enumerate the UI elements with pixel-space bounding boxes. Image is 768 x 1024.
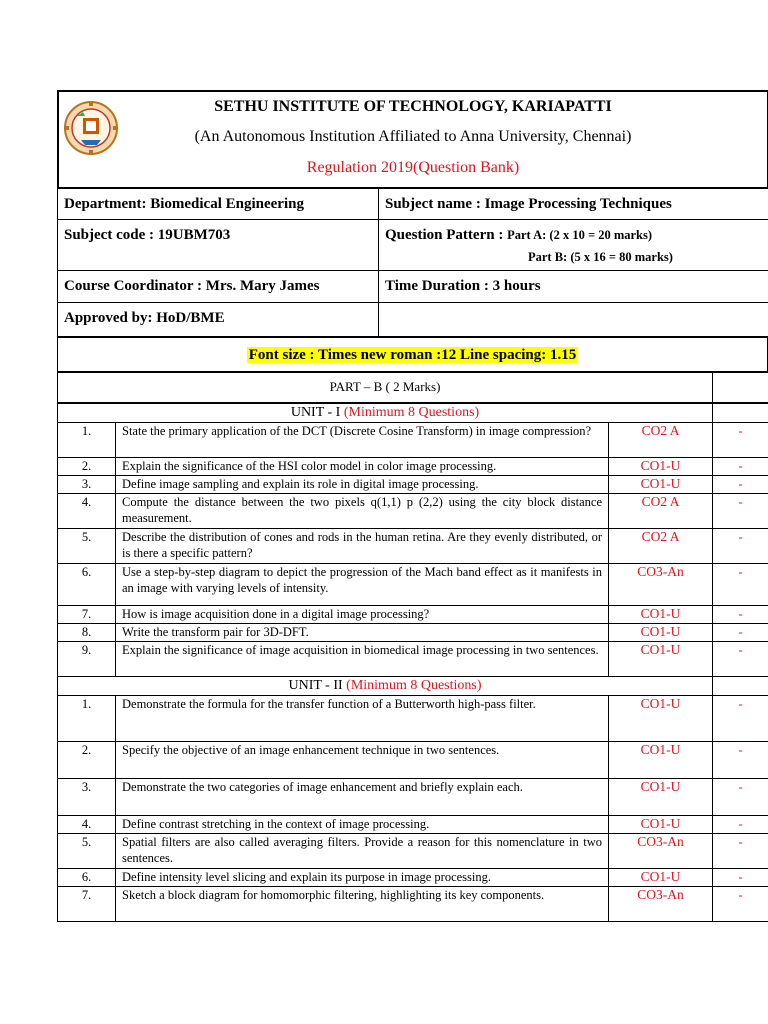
question-number: 2. — [58, 741, 116, 778]
question-mark: - — [713, 695, 768, 741]
course-outcome: CO2 A — [609, 528, 713, 563]
question-text: Define image sampling and explain its role in digital image processing. — [116, 475, 609, 493]
course-outcome: CO1-U — [609, 815, 713, 833]
question-row — [58, 475, 768, 493]
question-text: Demonstrate the two categories of image enhancement and briefly explain each. — [116, 778, 609, 815]
empty-cell — [379, 303, 768, 337]
question-text: State the primary application of the DCT (Discrete Cosine Transform) in image compression? — [116, 422, 609, 457]
question-number: 9. — [58, 641, 116, 676]
question-row — [58, 695, 768, 741]
question-number: 4. — [58, 493, 116, 528]
question-text: Spatial filters are also called averaging filters. Provide a reason for this nomenclature in two sentences. — [116, 833, 609, 868]
course-outcome: CO3-An — [609, 563, 713, 605]
question-row — [58, 528, 768, 563]
question-number: 4. — [58, 815, 116, 833]
coordinator-cell: Course Coordinator : Mrs. Mary James — [58, 271, 379, 303]
part-b-header: PART – B ( 2 Marks) — [58, 373, 713, 403]
part-b-pattern: Part B: (5 x 16 = 80 marks) — [528, 250, 673, 264]
unit-header-row — [58, 403, 768, 423]
regulation-line: Regulation 2019(Question Bank) — [306, 159, 520, 176]
question-number: 3. — [58, 778, 116, 815]
course-outcome: CO2 A — [609, 422, 713, 457]
font-note-table — [57, 337, 768, 372]
question-row — [58, 833, 768, 868]
question-row — [58, 623, 768, 641]
course-outcome: CO3-An — [609, 886, 713, 921]
unit-note: (Minimum 8 Questions) — [343, 404, 480, 420]
question-text: Define contrast stretching in the context of image processing. — [116, 815, 609, 833]
question-text: Describe the distribution of cones and rods in the human retina. Are they evenly distributed, or is there a specific pattern? — [116, 528, 609, 563]
question-number: 8. — [58, 623, 116, 641]
course-outcome: CO1-U — [609, 475, 713, 493]
unit-note: (Minimum 8 Questions) — [346, 677, 482, 693]
question-mark: - — [713, 457, 768, 475]
course-outcome: CO1-U — [609, 457, 713, 475]
question-number: 1. — [58, 422, 116, 457]
question-row — [58, 563, 768, 605]
question-text: Sketch a block diagram for homomorphic filtering, highlighting its key components. — [116, 886, 609, 921]
question-mark: - — [713, 833, 768, 868]
question-text: Explain the significance of the HSI color model in color image processing. — [116, 457, 609, 475]
question-number: 3. — [58, 475, 116, 493]
question-bank-sheet — [57, 90, 768, 922]
course-outcome: CO1-U — [609, 695, 713, 741]
question-text: Demonstrate the formula for the transfer function of a Butterworth high-pass filter. — [116, 695, 609, 741]
time-duration-cell: Time Duration : 3 hours — [379, 271, 768, 303]
question-row — [58, 493, 768, 528]
question-number: 5. — [58, 528, 116, 563]
question-mark: - — [713, 493, 768, 528]
question-text: Write the transform pair for 3D-DFT. — [116, 623, 609, 641]
course-outcome: CO1-U — [609, 641, 713, 676]
subject-code-cell: Subject code : 19UBM703 — [58, 220, 379, 271]
affiliation-line: (An Autonomous Institution Affiliated to Anna University, Chennai) — [194, 128, 632, 145]
question-text: Explain the significance of image acquisition in biomedical image processing in two sentences. — [116, 641, 609, 676]
unit-header-blank — [713, 676, 768, 695]
question-row — [58, 886, 768, 921]
question-mark: - — [713, 422, 768, 457]
question-mark: - — [713, 623, 768, 641]
course-outcome: CO2 A — [609, 493, 713, 528]
unit-title: UNIT - I — [290, 404, 344, 420]
question-number: 6. — [58, 563, 116, 605]
question-mark: - — [713, 778, 768, 815]
question-text: Define intensity level slicing and explain its purpose in image processing. — [116, 868, 609, 886]
question-number: 7. — [58, 605, 116, 623]
question-row — [58, 778, 768, 815]
question-mark: - — [713, 886, 768, 921]
question-row — [58, 815, 768, 833]
question-mark: - — [713, 741, 768, 778]
question-row — [58, 457, 768, 475]
question-row — [58, 641, 768, 676]
question-number: 1. — [58, 695, 116, 741]
question-number: 7. — [58, 886, 116, 921]
question-mark: - — [713, 563, 768, 605]
unit-header-blank — [713, 403, 768, 423]
question-pattern-label: Question Pattern : — [385, 227, 504, 243]
question-pattern-cell — [379, 220, 768, 271]
question-number: 5. — [58, 833, 116, 868]
question-text: Compute the distance between the two pixels q(1,1) p (2,2) using the city block distance measurement. — [116, 493, 609, 528]
header-table — [57, 90, 768, 188]
font-note-cell — [58, 338, 768, 372]
question-row — [58, 741, 768, 778]
question-mark: - — [713, 641, 768, 676]
course-outcome: CO1-U — [609, 778, 713, 815]
part-a-pattern: Part A: (2 x 10 = 20 marks) — [507, 228, 653, 242]
question-mark: - — [713, 528, 768, 563]
course-outcome: CO3-An — [609, 833, 713, 868]
question-row — [58, 422, 768, 457]
question-mark: - — [713, 605, 768, 623]
question-mark: - — [713, 815, 768, 833]
approved-by-cell: Approved by: HoD/BME — [58, 303, 379, 337]
institution-name: SETHU INSTITUTE OF TECHNOLOGY, KARIAPATTI — [214, 98, 612, 115]
course-outcome: CO1-U — [609, 605, 713, 623]
unit-header — [58, 676, 713, 695]
question-text: How is image acquisition done in a digital image processing? — [116, 605, 609, 623]
question-mark: - — [713, 475, 768, 493]
question-text: Specify the objective of an image enhancement technique in two sentences. — [116, 741, 609, 778]
institution-header — [58, 91, 768, 188]
question-text: Use a step-by-step diagram to depict the progression of the Mach band effect as it manifests in an image with varying levels of intensity. — [116, 563, 609, 605]
unit-header — [58, 403, 713, 423]
course-info-table — [57, 188, 768, 337]
course-outcome: CO1-U — [609, 741, 713, 778]
part-b-header-blank — [713, 373, 768, 403]
questions-body — [58, 403, 768, 922]
question-number: 6. — [58, 868, 116, 886]
unit-title: UNIT - II — [288, 677, 347, 693]
unit-header-row — [58, 676, 768, 695]
question-mark: - — [713, 868, 768, 886]
department-cell: Department: Biomedical Engineering — [58, 189, 379, 220]
question-row — [58, 868, 768, 886]
question-row — [58, 605, 768, 623]
course-outcome: CO1-U — [609, 868, 713, 886]
course-outcome: CO1-U — [609, 623, 713, 641]
subject-name-cell: Subject name : Image Processing Techniques — [379, 189, 768, 220]
questions-table — [57, 372, 768, 922]
question-number: 2. — [58, 457, 116, 475]
font-note: Font size : Times new roman :12 Line spacing: 1.15 — [248, 346, 577, 363]
